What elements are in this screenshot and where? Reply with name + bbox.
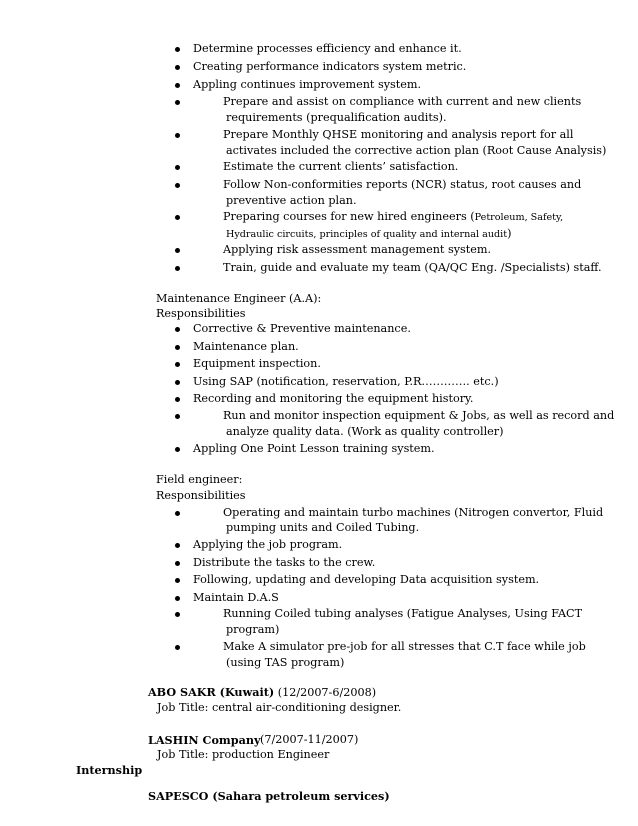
list-item: Corrective & Preventive maintenance.	[193, 322, 411, 335]
bullet-dot	[175, 578, 180, 583]
list-item-continuation: program)	[226, 623, 280, 636]
list-item: Run and monitor inspection equipment & Jobs, as well as record and	[223, 409, 615, 422]
list-item-continuation: pumping units and Coiled Tubing.	[226, 521, 420, 534]
list-item-continuation: preventive action plan.	[226, 194, 357, 207]
list-item: Appling One Point Lesson training system.	[193, 442, 435, 455]
bullet-dot	[175, 65, 180, 70]
list-item: Maintain D.A.S	[193, 591, 279, 604]
list-item	[223, 209, 563, 226]
list-item-continuation: analyze quality data. (Work as quality controller)	[226, 425, 504, 438]
job-dates: (12/2007-6/2008)	[274, 686, 377, 699]
list-item: Applying the job program.	[193, 538, 343, 551]
list-item-continuation	[226, 226, 511, 243]
job-dates: (7/2007-11/2007)	[260, 733, 359, 746]
internship-heading: Internship	[76, 763, 143, 777]
list-item: Determine processes efficiency and enhance it.	[193, 42, 462, 55]
list-item: Prepare Monthly QHSE monitoring and analysis report for all	[223, 128, 574, 141]
list-item: Prepare and assist on compliance with current and new clients	[223, 95, 582, 108]
closing-paren: )	[507, 227, 512, 240]
list-item-small-text: Petroleum, Safety,	[474, 212, 564, 223]
list-item: Operating and maintain turbo machines (Nitrogen convertor, Fluid	[223, 506, 604, 519]
company-name: ABO SAKR (Kuwait)	[148, 685, 275, 699]
bullet-dot	[175, 215, 180, 220]
bullet-dot	[175, 414, 180, 419]
bullet-dot	[175, 345, 180, 350]
list-item: Maintenance plan.	[193, 340, 299, 353]
bullet-dot	[175, 380, 180, 385]
list-item: Train, guide and evaluate my team (QA/QC Eng. /Specialists) staff.	[223, 261, 602, 274]
list-item: Recording and monitoring the equipment history.	[193, 392, 474, 405]
bullet-dot	[175, 596, 180, 601]
bullet-dot	[175, 511, 180, 516]
responsibilities-label: Responsibilities	[156, 307, 246, 320]
job-heading	[148, 684, 376, 701]
list-item: Creating performance indicators system metric.	[193, 60, 467, 73]
bullet-dot	[175, 543, 180, 548]
list-item-continuation: (using TAS program)	[226, 656, 345, 669]
bullet-dot	[175, 133, 180, 138]
section-title: Maintenance Engineer (A.A):	[156, 292, 322, 305]
section-title: Field engineer:	[156, 473, 243, 486]
bullet-dot	[175, 183, 180, 188]
list-item: Applying risk assessment management system.	[223, 243, 492, 256]
bullet-dot	[175, 266, 180, 271]
bullet-dot	[175, 83, 180, 88]
bullet-dot	[175, 327, 180, 332]
list-item: Following, updating and developing Data acquisition system.	[193, 573, 540, 586]
company-name: LASHIN Company	[148, 733, 261, 747]
list-item-small-text: Hydraulic circuits, principles of quality and internal audit	[226, 229, 508, 240]
bullet-dot	[175, 447, 180, 452]
list-item: Running Coiled tubing analyses (Fatigue Analyses, Using FACT	[223, 607, 583, 620]
list-item-text: Preparing courses for new hired engineers (	[223, 210, 475, 223]
bullet-dot	[175, 612, 180, 617]
job-title: Job Title: production Engineer	[157, 748, 330, 761]
list-item: Make A simulator pre-job for all stresses that C.T face while job	[223, 640, 586, 653]
bullet-dot	[175, 362, 180, 367]
list-item: Distribute the tasks to the crew.	[193, 556, 376, 569]
list-item: Using SAP (notification, reservation, P.R…………. etc.)	[193, 375, 499, 388]
bullet-dot	[175, 47, 180, 52]
list-item-continuation: activates included the corrective action plan (Root Cause Analysis)	[226, 144, 607, 157]
bullet-dot	[175, 561, 180, 566]
list-item: Estimate the current clients’ satisfaction.	[223, 160, 459, 173]
list-item: Follow Non-conformities reports (NCR) status, root causes and	[223, 178, 582, 191]
list-item: Appling continues improvement system.	[193, 78, 422, 91]
bullet-dot	[175, 397, 180, 402]
list-item-continuation: requirements (prequalification audits).	[226, 111, 447, 124]
bullet-dot	[175, 165, 180, 170]
bullet-dot	[175, 248, 180, 253]
list-item: Equipment inspection.	[193, 357, 321, 370]
bullet-dot	[175, 645, 180, 650]
bullet-dot	[175, 100, 180, 105]
company-name: SAPESCO (Sahara petroleum services)	[148, 789, 390, 803]
job-title: Job Title: central air-conditioning designer.	[157, 701, 402, 714]
responsibilities-label: Responsibilities	[156, 489, 246, 502]
